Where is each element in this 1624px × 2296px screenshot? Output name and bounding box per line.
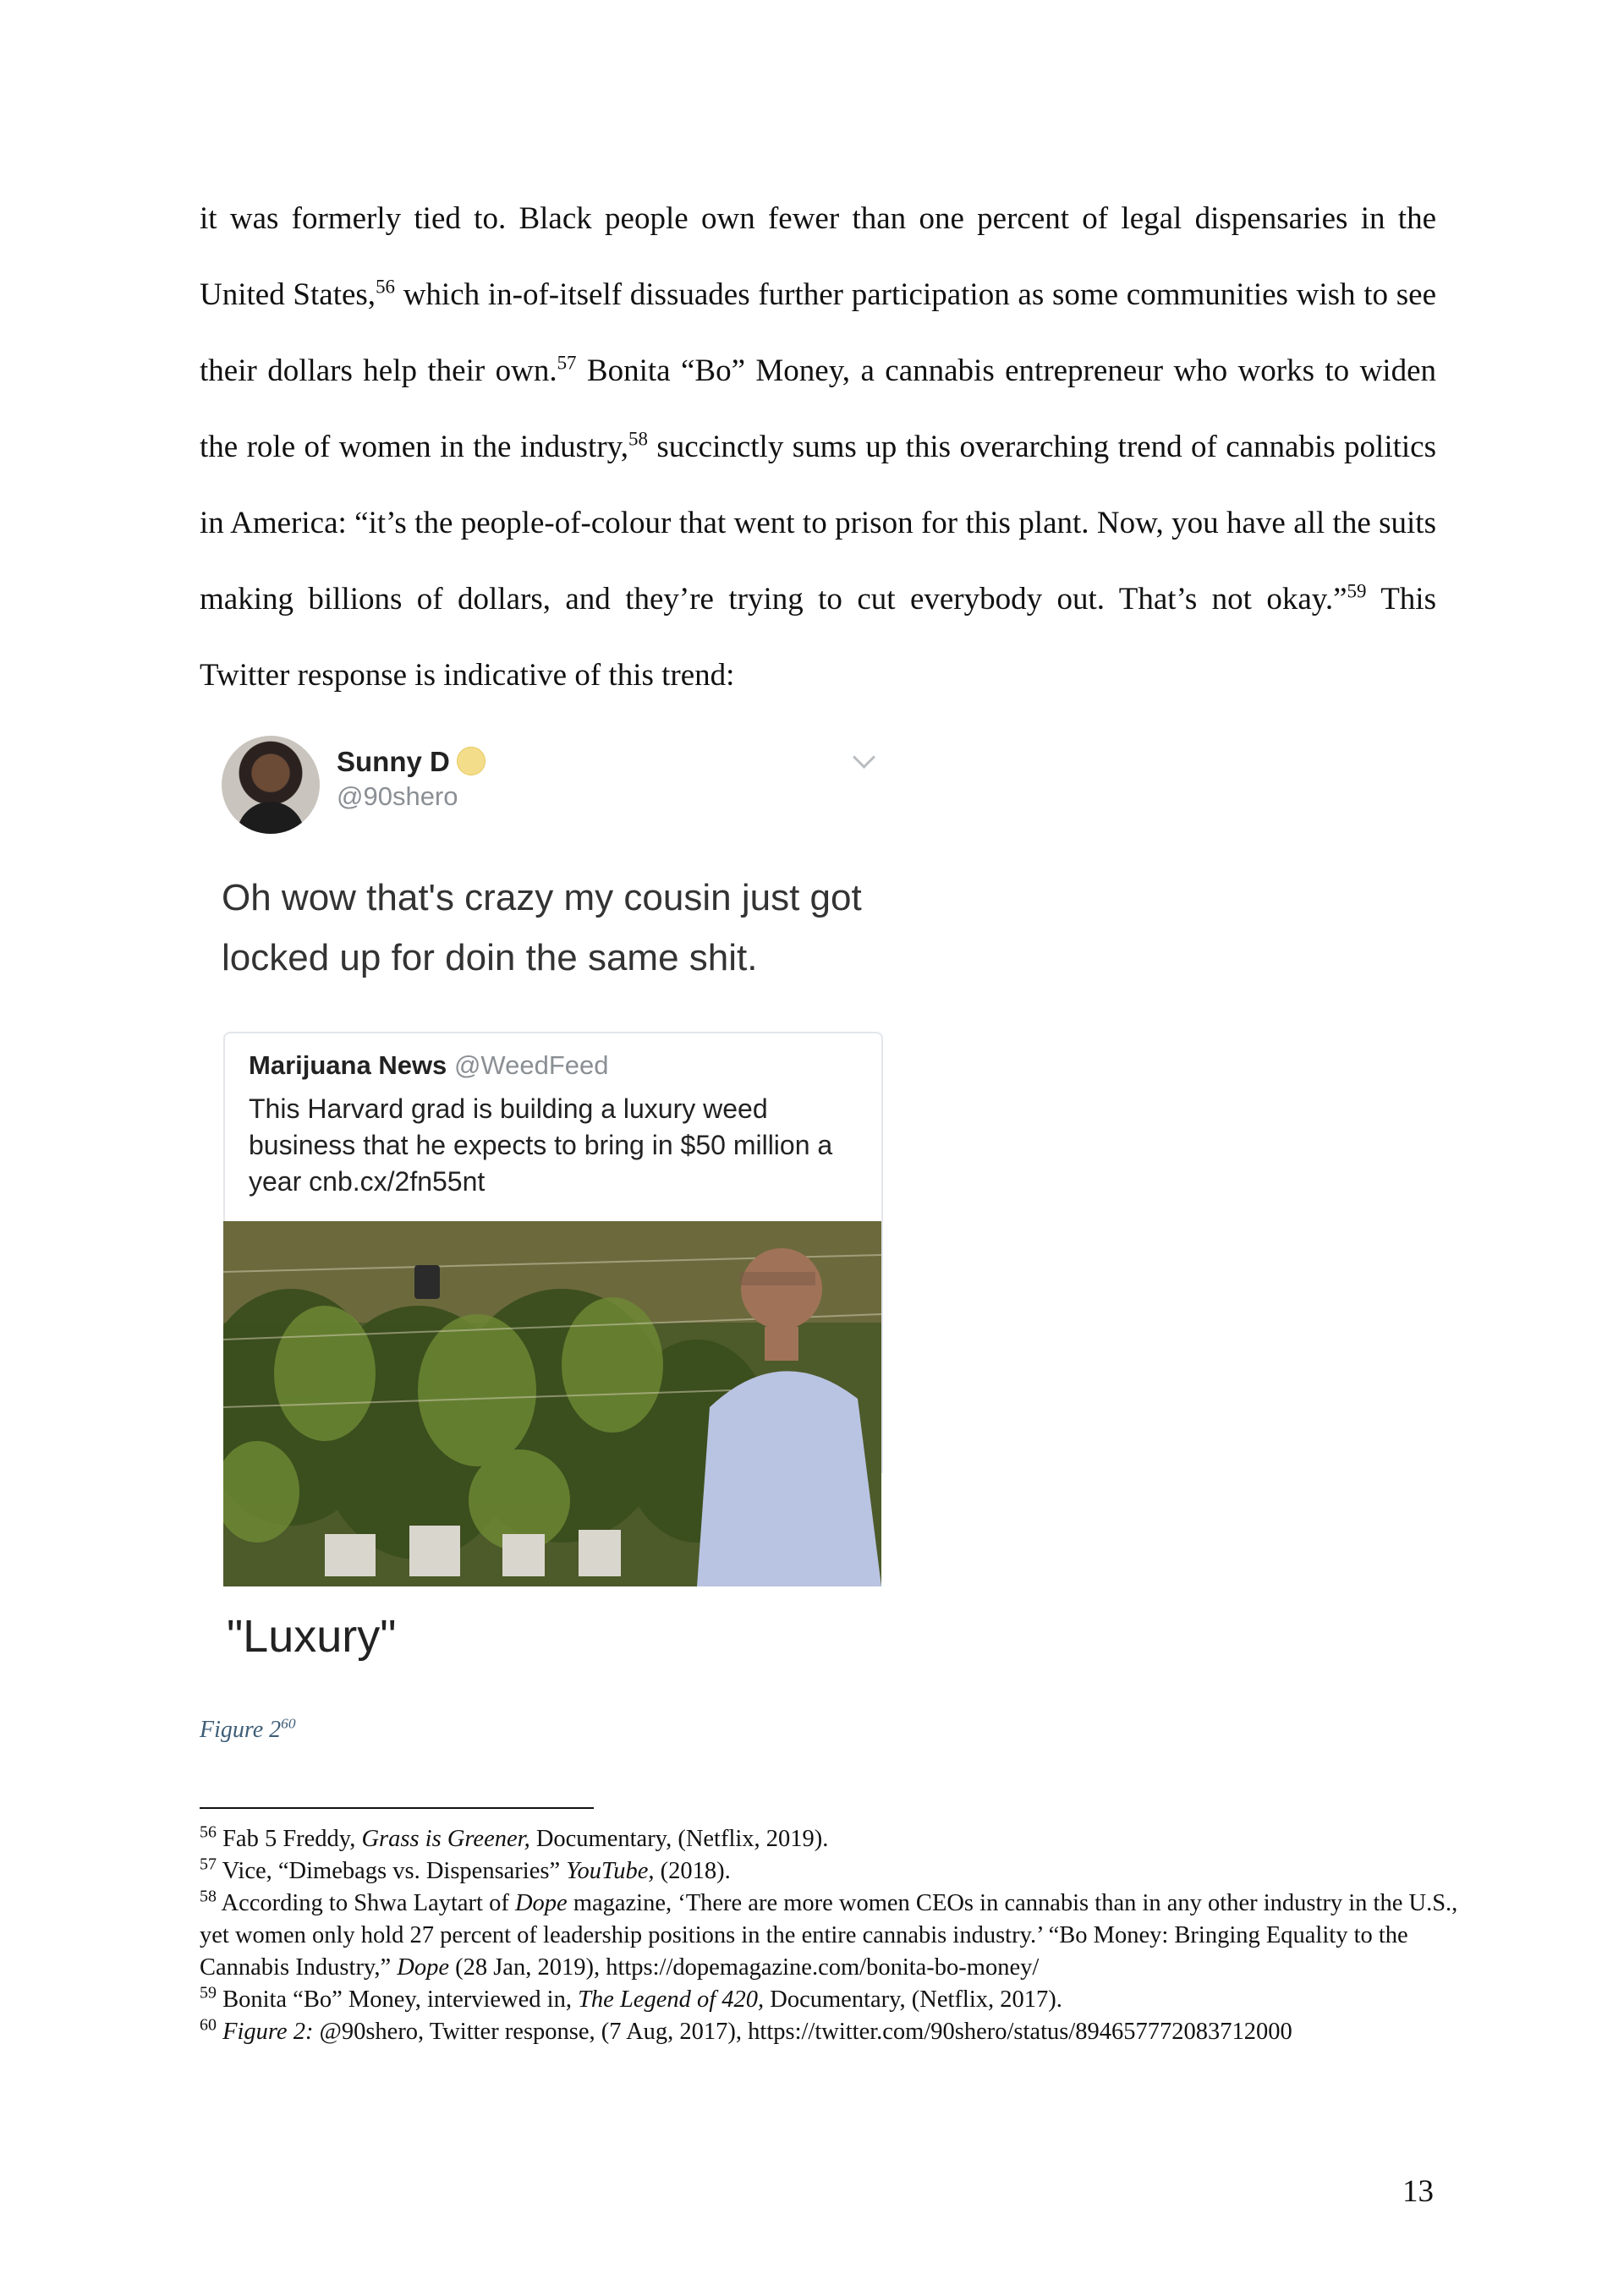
footnote-ref-56[interactable]: 56	[376, 276, 395, 298]
quoted-tweet-photo	[223, 1221, 881, 1586]
footnote-divider	[200, 1807, 594, 1809]
footnote-ref-59[interactable]: 59	[1347, 580, 1367, 602]
avatar	[222, 736, 320, 834]
footnote-ref-58[interactable]: 58	[628, 428, 648, 450]
paragraph-text: it was formerly tied to. Black people own fewer than one percent of legal dispensaries in the United States,	[200, 201, 1436, 312]
footnotes	[200, 1823, 1460, 2048]
tweet-text: Oh wow that's crazy my cousin just got locked up for doin the same shit.	[222, 877, 862, 978]
emoji-badge-icon	[457, 747, 486, 775]
body-paragraph	[200, 181, 1436, 714]
tweet-caption: "Luxury"	[227, 1611, 397, 1662]
tweet-handle: @90shero	[337, 781, 458, 811]
paragraph-text: succinctly sums up this overarching trend of cannabis politics in America: “it’s the people-of-colour that went to prison for this plant. Now, you have all the suits making billions of dollars, and they’re trying to cut everybody out. That’s not okay.”	[200, 430, 1436, 616]
footnote-58: $^{58}$ According to Shwa Laytart of Dope magazine, ‘There are more women CEOs in cannabis than in any other industry in the U.S., yet women only hold 27 percent of leadership positions in the entire cannabis industry.’ “Bo Money: Bringing Equality to the Cannabis Industry,” Dope (28 Jan, 2019), https://dopemagazine.com/bonita-bo-money/	[200, 1887, 1458, 1981]
paragraph-text: which in-of-itself dissuades further participation as some communities wish to see their dollars help their own.	[200, 277, 1436, 388]
footnote-60: $^{60}$ Figure 2: @90shero, Twitter response, (7 Aug, 2017), https://twitter.com/90shero/status/894657772083712000	[200, 2015, 1292, 2045]
paragraph-text: Bonita “Bo” Money, a cannabis entrepreneur who works to widen the role of women in the industry,	[200, 353, 1436, 464]
footnote-59: $^{59}$ Bonita “Bo” Money, interviewed in, The Legend of 420, Documentary, (Netflix, 2017).	[200, 1983, 1062, 2013]
tweet-display-name: Sunny D	[337, 746, 486, 778]
footnote-56: $^{56}$ Fab 5 Freddy, Grass is Greener, Documentary, (Netflix, 2019).	[200, 1822, 829, 1852]
paragraph-text: This Twitter response is indicative of this trend:	[200, 582, 1436, 693]
chevron-down-icon	[853, 746, 875, 769]
footnote-ref-57[interactable]: 57	[557, 352, 577, 374]
page-number: 13	[1402, 2174, 1434, 2209]
footnote-57: $^{57}$ Vice, “Dimebags vs. Dispensaries” YouTube, (2018).	[200, 1855, 731, 1884]
quoted-account-name: Marijuana News	[249, 1050, 447, 1080]
figure-caption: Figure $2^{60}$	[200, 1715, 296, 1743]
tweet-screenshot	[222, 731, 898, 1695]
quoted-tweet-text: This Harvard grad is building a luxury weed business that he expects to bring in $50 million a year cnb.cx/2fn55nt	[249, 1093, 833, 1197]
quoted-account	[249, 1050, 609, 1081]
quoted-account-handle: @WeedFeed	[453, 1050, 609, 1080]
